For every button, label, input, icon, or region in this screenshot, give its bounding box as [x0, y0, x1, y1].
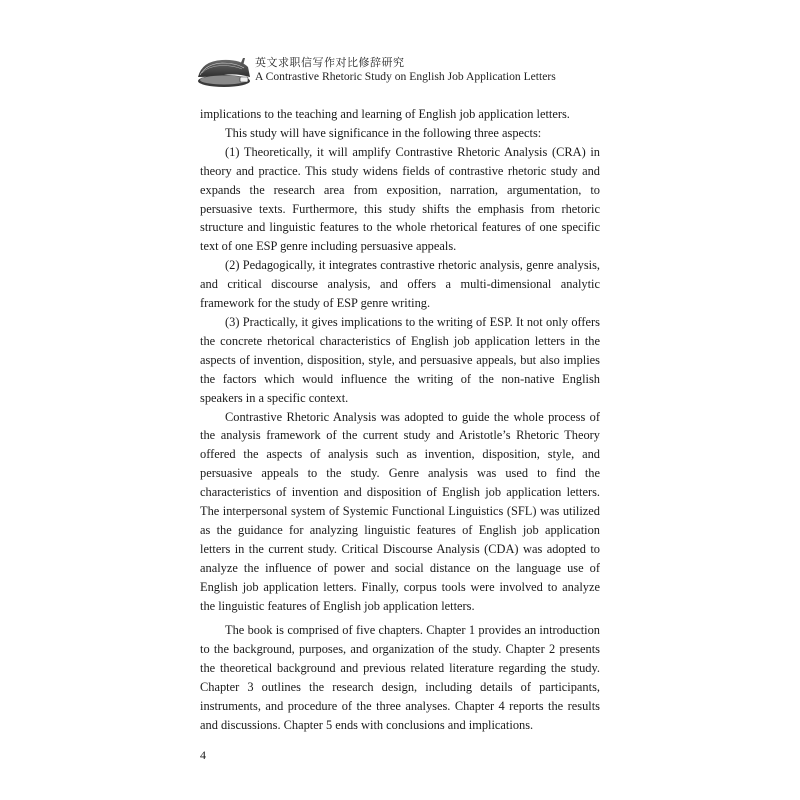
- paragraph-pedagogical: (2) Pedagogically, it integrates contrastive rhetoric analysis, genre analysis, and critical discourse analysis, and offers a multi-dimensional analytic framework for the study of ESP genre writing.: [200, 258, 600, 311]
- paragraph-methods: Contrastive Rhetoric Analysis was adopted to guide the whole process of the analysis framework of the current study and Aristotle’s Rhetoric Theory offered the aspects of analysis such as invention, disposition, style, and persuasive appeals to the study. Genre analysis was used to find the characteristics of invention and disposition of English job application letters. The interpersonal system of Systemic Functional Linguistics (SFL) was utilized as the guidance for analyzing linguistic features of English job application letters in the current study. Critical Discourse Analysis (CDA) was adopted to analyze the influence of power and social distance on the language use of English job application letters. Finally, corpus tools were involved to analyze the linguistic features of English job application letters.: [200, 409, 600, 613]
- paragraph-book-structure: The book is comprised of five chapters. Chapter 1 provides an introduction to the background, purposes, and organization of the study. Chapter 2 presents the theoretical background and previous related literature regarding the study. Chapter 3 outlines the research design, including details of participants, instruments, and procedure of the three analyses. Chapter 4 reports the results and discussions. Chapter 5 ends with conclusions and implications.: [200, 623, 600, 732]
- paragraph-significance-intro: This study will have significance in the following three aspects:: [225, 125, 542, 140]
- paragraph-theoretical: (1) Theoretically, it will amplify Contrastive Rhetoric Analysis (CRA) in theory and practice. This study widens fields of contrastive rhetoric study and expands the research area from exposition, narration, argumentation, to persuasive texts. Furthermore, this study shifts the emphasis from rhetoric structure and linguistic features to the whole rhetorical features of one specific text of one ESP genre including persuasive appeals.: [200, 144, 600, 254]
- paragraph-continuation: implications to the teaching and learning of English job application letters.: [200, 107, 570, 121]
- paragraph-practical: (3) Practically, it gives implications to the writing of ESP. It not only offers the concrete rhetorical characteristics of English job application letters in the aspects of invention, disposition, style, and persuasive appeals, but also implies the factors which would influence the writing of the non-native English speakers in a specific context.: [200, 314, 600, 405]
- running-header: [196, 52, 616, 92]
- book-series-logo-icon: [196, 55, 252, 89]
- header-title-chinese: 英文求职信写作对比修辞研究: [255, 56, 405, 69]
- page-number: 4: [200, 748, 206, 762]
- header-title-english: A Contrastive Rhetoric Study on English Job Application Letters: [255, 70, 556, 83]
- body-text: [200, 105, 600, 735]
